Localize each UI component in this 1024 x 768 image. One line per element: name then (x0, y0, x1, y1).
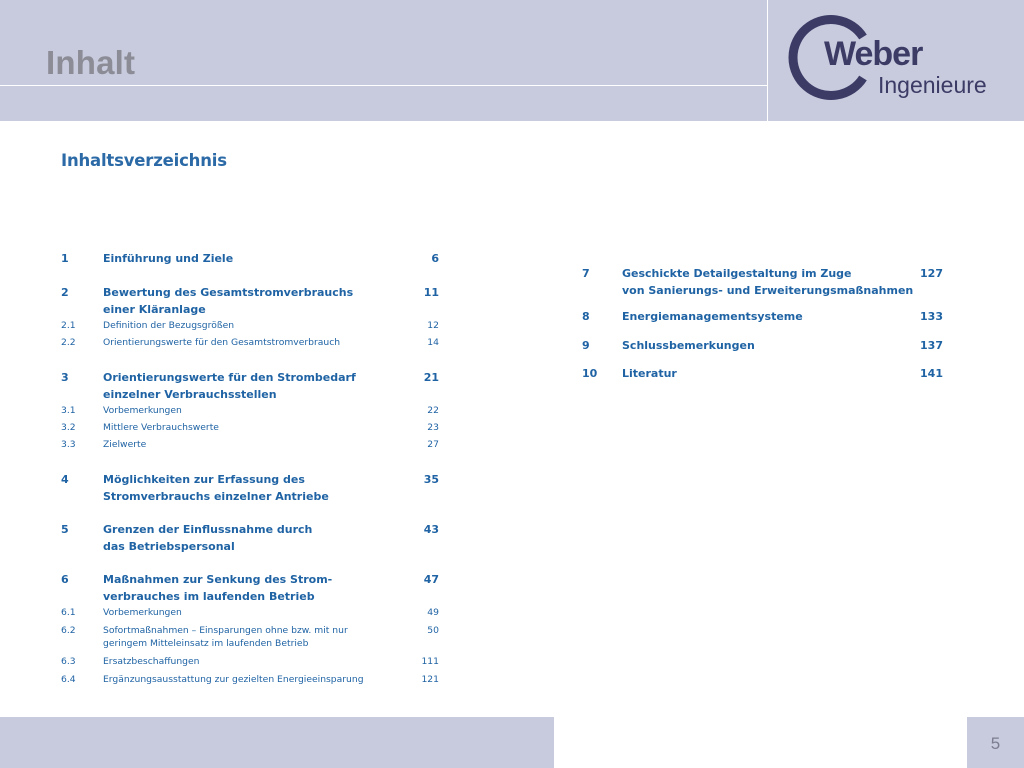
toc-entry-title-line: das Betriebspersonal (103, 540, 235, 553)
toc-entry-title (622, 265, 913, 299)
page-title: Inhalt (46, 44, 136, 81)
toc-entry-title (622, 365, 677, 382)
toc-entry-page: 43 (423, 523, 439, 536)
toc-entry-page: 35 (423, 473, 439, 486)
toc-entry-number: 6.2 (61, 625, 76, 636)
page-number: 5 (990, 734, 1001, 753)
toc-entry-title-line: Geschickte Detailgestaltung im Zuge (622, 267, 852, 280)
toc-entry-page: 6 (431, 252, 439, 265)
toc-entry-title (103, 336, 340, 349)
toc-entry-title (103, 471, 329, 505)
toc-entry-title-line: Definition der Bezugsgrößen (103, 320, 235, 331)
toc-entry-number: 3.1 (61, 405, 76, 416)
toc-entry-title-line: Ersatzbeschaffungen (103, 656, 200, 667)
toc-entry-title (103, 369, 356, 403)
toc-entry-title (103, 404, 182, 417)
toc-entry-title-line: Mittlere Verbrauchswerte (103, 422, 219, 433)
toc-entry (61, 673, 439, 686)
toc-entry-title-line: Bewertung des Gesamtstromverbrauchs (103, 286, 354, 299)
toc-entry-title-line: geringem Mitteleinsatz im laufenden Betrieb (103, 638, 309, 649)
toc-entry-page: 27 (427, 439, 439, 450)
toc-entry (61, 471, 439, 505)
toc-entry-title (103, 521, 312, 555)
toc-entry (61, 521, 439, 555)
toc-entry (61, 421, 439, 434)
toc-entry-page: 141 (920, 367, 943, 380)
toc-entry (61, 404, 439, 417)
toc-entry-title-line: Einführung und Ziele (103, 252, 234, 265)
toc-entry-title-line: Möglichkeiten zur Erfassung des (103, 473, 305, 486)
toc-entry-page: 137 (920, 339, 943, 352)
toc-entry-title (103, 438, 146, 451)
toc-entry-title (103, 606, 182, 619)
toc-entry-number: 3.2 (61, 422, 76, 433)
logo-text-weber: Weber (824, 35, 923, 73)
toc-entry-title-line: Vorbemerkungen (103, 607, 182, 618)
toc-entry-page: 50 (427, 625, 439, 636)
toc-entry (61, 250, 439, 267)
toc-entry-page: 111 (421, 656, 439, 667)
toc-entry-title (622, 308, 803, 325)
toc-entry-page: 127 (920, 267, 943, 280)
toc-entry-page: 49 (427, 607, 439, 618)
toc-entry (61, 319, 439, 332)
toc-entry-number: 4 (61, 473, 69, 486)
header-divider (0, 85, 767, 86)
toc-entry-title (103, 284, 353, 318)
toc-entry-number: 5 (61, 523, 69, 536)
logo-text-ingenieure: Ingenieure (878, 72, 987, 98)
toc-entry (582, 265, 943, 299)
footer-bar-right (967, 717, 1024, 768)
toc-entry-page: 23 (427, 422, 439, 433)
toc-entry (61, 606, 439, 619)
toc-entry-title-line: Orientierungswerte für den Strombedarf (103, 371, 356, 384)
toc-entry-title (103, 624, 348, 650)
toc-entry-title-line: Vorbemerkungen (103, 405, 182, 416)
toc-entry-page: 11 (423, 286, 439, 299)
toc-entry-title (103, 571, 332, 605)
toc-entry (582, 337, 943, 354)
toc-entry (61, 369, 439, 403)
toc-entry-title-line: Energiemanagementsysteme (622, 310, 803, 323)
toc-entry-number: 6 (61, 573, 69, 586)
toc-entry-title-line: Maßnahmen zur Senkung des Strom- (103, 573, 333, 586)
toc-entry-number: 3.3 (61, 439, 76, 450)
toc-entry-title-line: von Sanierungs- und Erweiterungsmaßnahmen (622, 284, 914, 297)
toc-entry-title-line: verbrauches im laufenden Betrieb (103, 590, 315, 603)
toc-entry-title-line: Orientierungswerte für den Gesamtstromverbrauch (103, 337, 341, 348)
toc-entry (61, 624, 439, 650)
toc-entry-title (103, 655, 199, 668)
toc-heading: Inhaltsverzeichnis (61, 151, 227, 170)
toc-entry-title-line: Grenzen der Einflussnahme durch (103, 523, 313, 536)
toc-entry-title (103, 319, 234, 332)
toc-entry-number: 6.4 (61, 674, 76, 685)
toc-entry-title-line: einzelner Verbrauchsstellen (103, 388, 277, 401)
toc-entry-page: 133 (920, 310, 943, 323)
toc-entry-page: 14 (427, 337, 439, 348)
toc-entry-title-line: einer Kläranlage (103, 303, 206, 316)
toc-entry-page: 22 (427, 405, 439, 416)
header-vertical-divider (767, 0, 768, 121)
toc-entry (61, 284, 439, 318)
toc-entry-number: 10 (582, 367, 598, 380)
toc-entry-title-line: Ergänzungsausstattung zur gezielten Energieeinsparung (103, 674, 364, 685)
footer-bar-left (0, 717, 554, 768)
toc-entry-number: 2.2 (61, 337, 76, 348)
toc-entry-number: 2.1 (61, 320, 76, 331)
toc-entry (582, 308, 943, 325)
toc-entry-page: 21 (423, 371, 439, 384)
toc-entry-title-line: Schlussbemerkungen (622, 339, 755, 352)
toc-entry (61, 336, 439, 349)
toc-entry (61, 655, 439, 668)
toc-entry-title (103, 421, 219, 434)
toc-entry (582, 365, 943, 382)
toc-entry-title (622, 337, 755, 354)
toc-entry-title (103, 250, 233, 267)
toc-entry-number: 6.3 (61, 656, 76, 667)
toc-entry-number: 7 (582, 267, 590, 280)
toc-entry-number: 2 (61, 286, 69, 299)
company-logo (786, 10, 1006, 105)
toc-entry-number: 8 (582, 310, 590, 323)
toc-entry-title-line: Sofortmaßnahmen – Einsparungen ohne bzw. mit nur (103, 625, 348, 636)
toc-entry-page: 121 (421, 674, 439, 685)
toc-entry (61, 571, 439, 605)
toc-entry-number: 3 (61, 371, 69, 384)
toc-entry-page: 47 (423, 573, 439, 586)
toc-entry-page: 12 (427, 320, 439, 331)
toc-entry-title (103, 673, 364, 686)
toc-entry-number: 9 (582, 339, 590, 352)
toc-entry-title-line: Literatur (622, 367, 677, 380)
toc-entry (61, 438, 439, 451)
toc-entry-title-line: Stromverbrauchs einzelner Antriebe (103, 490, 329, 503)
toc-entry-title-line: Zielwerte (103, 439, 147, 450)
toc-entry-number: 1 (61, 252, 69, 265)
toc-entry-number: 6.1 (61, 607, 76, 618)
